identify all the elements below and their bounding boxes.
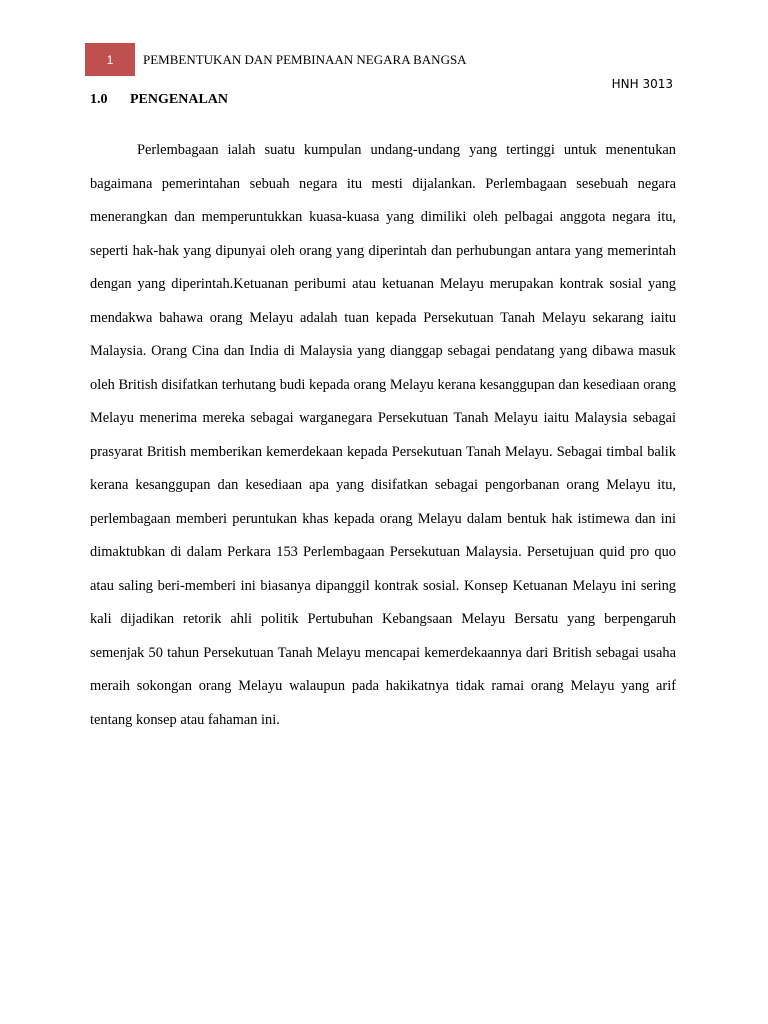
section-title: PENGENALAN — [130, 92, 229, 107]
page-number-badge — [85, 43, 135, 76]
body-paragraph: Perlembagaan ialah suatu kumpulan undang-undang yang tertinggi untuk menentukan bagaimana pemerintahan sebuah negara itu mesti dijalankan. Perlembagaan sesebuah negara menerangkan dan memperuntukkan kuasa-kuasa yang dimiliki oleh pelbagai anggota negara itu, seperti hak-hak yang dipunyai oleh orang yang diperintah dan perhubungan antara yang memerintah dengan yang diperintah.Ketuanan peribumi atau ketuanan Melayu merupakan kontrak sosial yang mendakwa bahawa orang Melayu adalah tuan kepada Persekutuan Tanah Melayu sekarang iaitu Malaysia. Orang Cina dan India di Malaysia yang dianggap sebagai pendatang yang dibawa masuk oleh British disifatkan terhutang budi kepada orang Melayu kerana kesanggupan dan kesediaan orang Melayu menerima mereka sebagai warganegara Persekutuan Tanah Melayu iaitu Malaysia sebagai prasyarat British memberikan kemerdekaan kepada Persekutuan Tanah Melayu. Sebagai timbal balik kerana kesanggupan dan kesediaan apa yang disifatkan sebagai pengorbanan orang Melayu itu, perlembagaan memberi peruntukan khas kepada orang Melayu dalam bentuk hak istimewa dan ini dimaktubkan di dalam Perkara 153 Perlembagaan Persekutuan Malaysia. Persetujuan quid pro quo atau saling beri-memberi ini biasanya dipanggil kontrak sosial. Konsep Ketuanan Melayu ini sering kali dijadikan retorik ahli politik Pertubuhan Kebangsaan Melayu Bersatu yang berpengaruh semenjak 50 tahun Persekutuan Tanah Melayu mencapai kemerdekaannya dari British sebagai usaha meraih sokongan orang Melayu walaupun pada hakikatnya tidak ramai orang Melayu yang arif tentang konsep atau fahaman ini. — [90, 142, 676, 728]
page-number: 1 — [106, 52, 114, 67]
course-code: HNH 3013 — [611, 77, 673, 91]
section-heading — [90, 92, 228, 108]
running-header-title: PEMBENTUKAN DAN PEMBINAAN NEGARA BANGSA — [143, 52, 467, 67]
section-number: 1.0 — [90, 92, 108, 107]
